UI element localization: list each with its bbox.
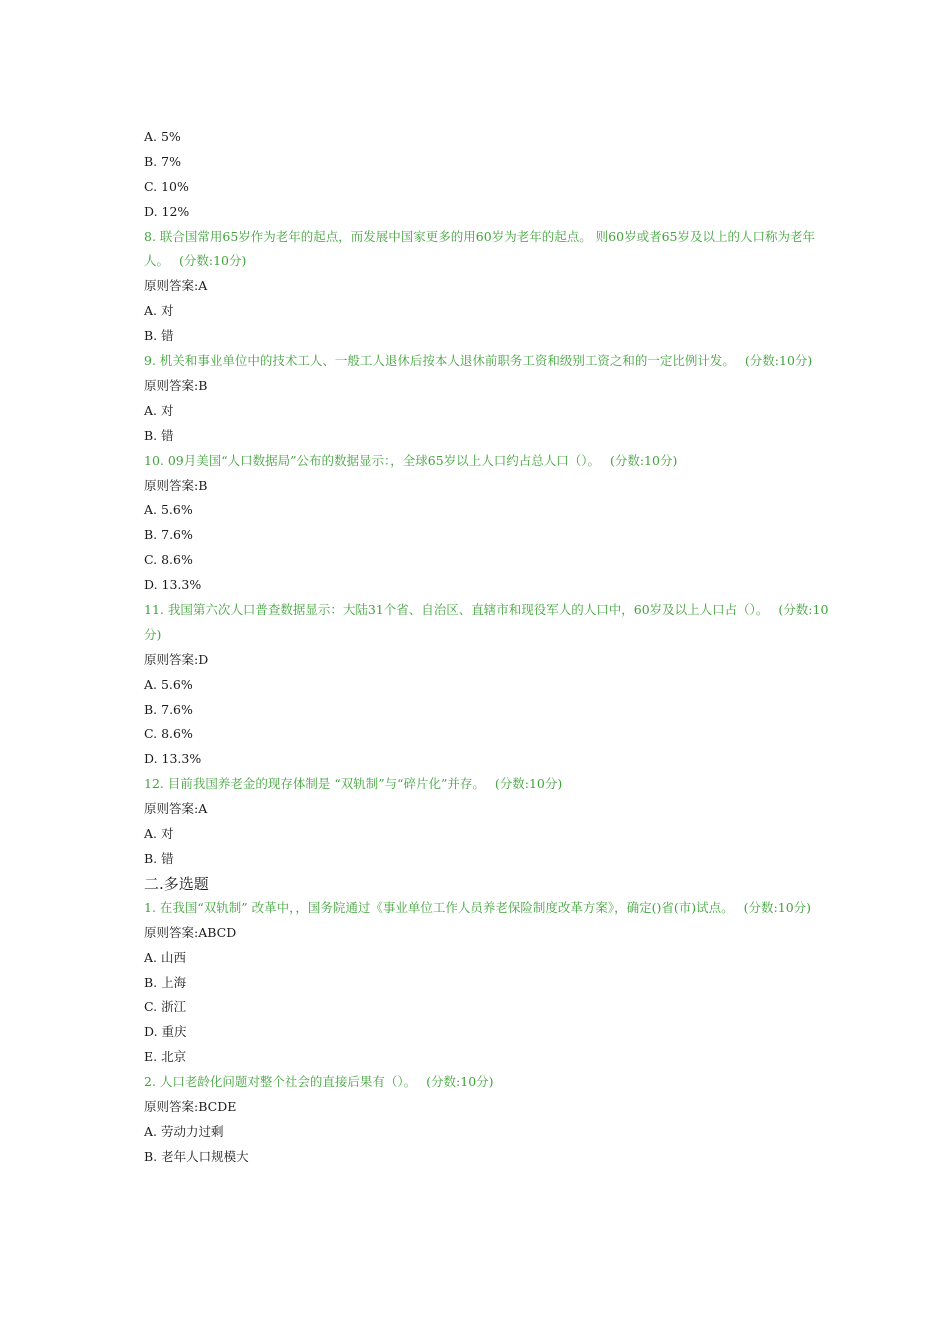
- question-points: (分数:10分): [743, 899, 812, 915]
- question-stem: [144, 772, 834, 797]
- question-stem: [144, 225, 834, 275]
- option: A. 5.6%: [144, 502, 193, 518]
- question-text: 10. 09月美国“人口数据局”公布的数据显示：，全球65岁以上人口约占总人口（）。: [144, 452, 600, 468]
- option: D. 13.3%: [144, 751, 202, 767]
- question-points: (分数:10分): [144, 601, 829, 642]
- option: B. 错: [144, 328, 174, 344]
- option: D. 12%: [144, 203, 190, 219]
- prev-question-options: [144, 125, 834, 225]
- question-stem: [144, 1070, 834, 1095]
- question-9: [144, 349, 834, 449]
- option: C. 8.6%: [144, 726, 193, 742]
- question-points: (分数:10分): [179, 253, 247, 269]
- question-points: (分数:10分): [609, 452, 678, 468]
- question-text: 9. 机关和事业单位中的技术工人、一般工人退休后按本人退休前职务工资和级别工资之和的一定比例计发。: [144, 353, 735, 369]
- answer-key: 原则答案:BCDE: [144, 1098, 237, 1114]
- question-text: 2. 人口老龄化问题对整个社会的直接后果有（）。: [144, 1074, 417, 1090]
- question-8: [144, 225, 834, 349]
- document-content: [144, 125, 834, 1170]
- option: B. 上海: [144, 974, 187, 990]
- option: C. 浙江: [144, 999, 187, 1015]
- question-points: (分数:10分): [494, 776, 563, 792]
- answer-key: 原则答案:ABCD: [144, 924, 237, 940]
- question-stem: [144, 449, 834, 474]
- option: B. 老年人口规模大: [144, 1148, 249, 1164]
- question-stem: [144, 896, 834, 921]
- option: C. 10%: [144, 178, 189, 194]
- question-12: [144, 772, 834, 872]
- option: A. 对: [144, 826, 174, 842]
- question-text: 11. 我国第六次人口普查数据显示：大陆31个省、自治区、直辖市和现役军人的人口中，60岁及以上人口占（）。: [144, 601, 769, 617]
- answer-key: 原则答案:D: [144, 651, 209, 667]
- option: E. 北京: [144, 1049, 187, 1065]
- question-points: (分数:10分): [426, 1074, 494, 1090]
- option: A. 5%: [144, 129, 181, 144]
- option: D. 13.3%: [144, 577, 202, 593]
- option: A. 5.6%: [144, 676, 193, 692]
- option: A. 对: [144, 303, 174, 319]
- option: D. 重庆: [144, 1024, 187, 1040]
- question-10: [144, 449, 834, 598]
- answer-key: 原则答案:B: [144, 477, 208, 493]
- option: A. 对: [144, 402, 174, 418]
- multi-question-1: [144, 896, 834, 1070]
- question-stem: [144, 598, 834, 648]
- option: A. 山西: [144, 949, 186, 965]
- option: B. 7.6%: [144, 701, 193, 717]
- option: B. 7.6%: [144, 527, 193, 543]
- question-text: 8. 联合国常用65岁作为老年的起点，而发展中国家更多的用60岁为老年的起点。 则60岁或者65岁及以上的人口称为老年人。: [144, 228, 815, 269]
- question-text: 1. 在我国“双轨制” 改革中，，国务院通过《事业单位工作人员养老保险制度改革方案》，确定()省(市)试点。: [144, 899, 734, 915]
- option: B. 错: [144, 850, 174, 866]
- option: C. 8.6%: [144, 552, 193, 568]
- answer-key: 原则答案:A: [144, 801, 208, 817]
- option: B. 错: [144, 427, 174, 443]
- multi-question-2: [144, 1070, 834, 1170]
- question-11: [144, 598, 834, 772]
- question-points: (分数:10分): [744, 353, 813, 369]
- answer-key: 原则答案:B: [144, 377, 208, 393]
- option: B. 7%: [144, 153, 181, 169]
- section-title: 二.多选题: [144, 874, 209, 893]
- answer-key: 原则答案:A: [144, 278, 208, 294]
- question-text: 12. 目前我国养老金的现存体制是 “双轨制”与“碎片化”并存。: [144, 776, 485, 792]
- option: A. 劳动力过剩: [144, 1123, 224, 1139]
- question-stem: [144, 349, 834, 374]
